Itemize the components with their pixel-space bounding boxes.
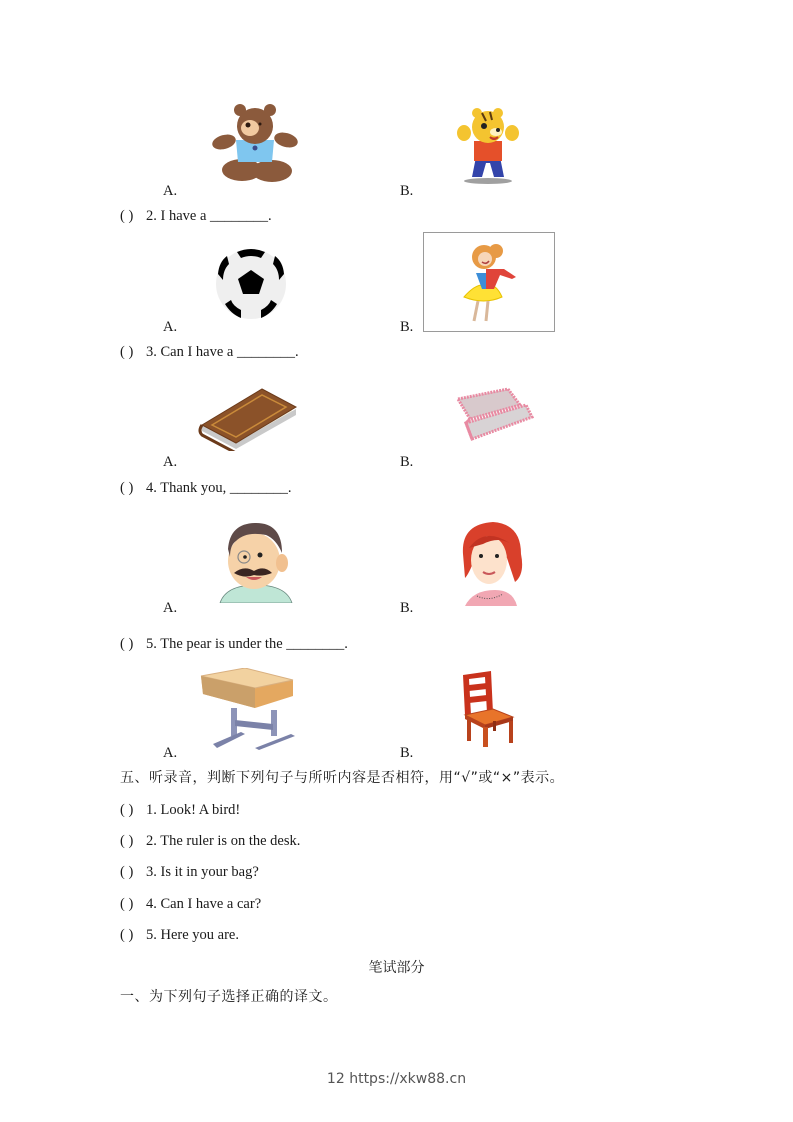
answer-bracket[interactable]: ( ) xyxy=(120,927,134,943)
written-part-title: 笔试部分 xyxy=(368,960,425,976)
section-5-heading: 五、听录音，判断下列句子与所听内容是否相符，用“√”或“×”表示。 xyxy=(120,770,565,786)
chair-image xyxy=(459,671,517,747)
option-b-label: B. xyxy=(400,600,414,616)
option-a-label: A. xyxy=(163,745,178,761)
judge-item-2 xyxy=(120,832,300,850)
page-footer xyxy=(0,1071,793,1087)
question-text: 5. The pear is under the ________. xyxy=(146,636,348,652)
answer-bracket[interactable]: ( ) xyxy=(120,802,134,818)
tiger-image xyxy=(456,107,520,185)
page-number: 12 xyxy=(326,1071,345,1087)
pencil-box-image xyxy=(452,385,534,445)
option-a-label: A. xyxy=(163,454,178,470)
answer-bracket[interactable]: ( ) xyxy=(120,208,134,224)
book-image xyxy=(198,385,302,451)
desk-image xyxy=(197,668,297,750)
question-text: 4. Thank you, ________. xyxy=(146,480,292,496)
answer-bracket[interactable]: ( ) xyxy=(120,896,134,912)
option-a-label: A. xyxy=(163,319,178,335)
woman-image xyxy=(455,518,525,606)
item-text: 3. Is it in your bag? xyxy=(146,864,259,880)
item-text: 4. Can I have a car? xyxy=(146,896,262,912)
man-image xyxy=(216,519,296,603)
option-b-label: B. xyxy=(400,745,414,761)
teddy-bear-image xyxy=(212,100,298,184)
item-text: 1. Look! A bird! xyxy=(146,802,241,818)
written-section-1-heading: 一、为下列句子选择正确的译文。 xyxy=(120,989,338,1005)
footer-url[interactable]: https://xkw88.cn xyxy=(349,1071,467,1087)
question-4 xyxy=(120,479,292,497)
answer-bracket[interactable]: ( ) xyxy=(120,636,134,652)
item-text: 5. Here you are. xyxy=(146,927,239,943)
option-b-label: B. xyxy=(400,183,414,199)
answer-bracket[interactable]: ( ) xyxy=(120,344,134,360)
option-a-label: A. xyxy=(163,183,178,199)
option-a-label: A. xyxy=(163,600,178,616)
option-b-label: B. xyxy=(400,454,414,470)
item-text: 2. The ruler is on the desk. xyxy=(146,833,301,849)
question-text: 2. I have a ________. xyxy=(146,208,272,224)
answer-bracket[interactable]: ( ) xyxy=(120,833,134,849)
question-2 xyxy=(120,207,272,225)
option-b-label: B. xyxy=(400,319,414,335)
football-image xyxy=(215,248,287,320)
question-5 xyxy=(120,635,348,653)
judge-item-1 xyxy=(120,801,240,819)
question-3 xyxy=(120,343,299,361)
judge-item-5 xyxy=(120,926,239,944)
answer-bracket[interactable]: ( ) xyxy=(120,864,134,880)
doll-image xyxy=(423,232,555,332)
answer-bracket[interactable]: ( ) xyxy=(120,480,134,496)
judge-item-3 xyxy=(120,863,259,881)
question-text: 3. Can I have a ________. xyxy=(146,344,299,360)
judge-item-4 xyxy=(120,895,261,913)
